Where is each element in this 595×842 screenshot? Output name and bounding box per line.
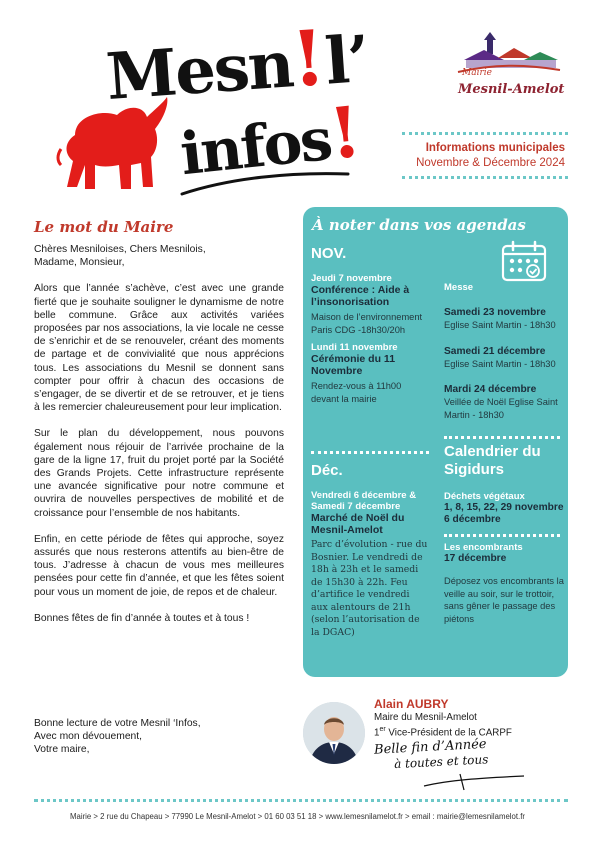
logo-town-label: Mesnil-Amelot — [458, 82, 565, 97]
event-title: Cérémonie du 11 Novembre — [311, 353, 396, 377]
month-nov: NOV. — [311, 245, 347, 262]
paragraph-3: Enfin, en cette période de fêtes qui approche, soyez assurés que nous resterons attentifs au bien-être de tous. J’adresse à chacun de vous mes meilleures pensées pour cette fin d’année, et que les fêtes soient pour vous un moment de joie, de repos et de chaleur. — [34, 533, 284, 598]
messe-date: Samedi 23 novembre — [444, 307, 546, 318]
footer-contact: Mairie > 2 rue du Chapeau > 77990 Le Mesnil-Amelot > 01 60 03 51 18 > www.lemesnilamelot.fr > email : mairie@lemesnilamelot.fr — [70, 812, 525, 821]
paragraph-4: Bonnes fêtes de fin d’année à toutes et à tous ! — [34, 612, 250, 624]
mairie-logo — [440, 30, 570, 110]
dec-event — [311, 490, 429, 639]
event-detail: Rendez-vous à 11h00 devant la mairie — [311, 381, 402, 404]
paragraph-1: Alors que l’année s’achève, c’est avec une grande fierté que je souhaite souligner le dynamisme de notre belle commune. Grâce aux activités variées proposées par nos associations, la vie locale ne cesse de s’enrichir et de se renouveler, créant des moments de partage et de convivialité que nous apprécions tous. Les associations du Mesnil se donnent sans compter pour offrir à chacun des occasions de s’engager, de se divertir et de se retrouver, et je tiens à les remercier chaleureusement pour leur implication. — [34, 283, 284, 414]
handwritten-line-2: à toutes et tous — [393, 752, 489, 772]
mayor-photo — [303, 702, 365, 764]
elephant-icon — [55, 95, 175, 205]
header-dotted-line — [402, 132, 568, 135]
sigidurs-section — [444, 443, 564, 625]
header-dotted-line-bottom — [402, 176, 568, 179]
event-title: Marché de Noël du Mesnil-Amelot — [311, 512, 405, 536]
mot-du-maire-body — [34, 243, 284, 625]
messe-item — [444, 307, 564, 332]
mot-du-maire-heading: Le mot du Maire — [34, 218, 174, 236]
encombrants-date: 17 décembre — [444, 553, 507, 564]
panel-divider-right — [444, 436, 560, 439]
panel-divider-left — [311, 451, 429, 454]
encombrants-label: Les encombrants — [444, 542, 523, 553]
newsletter-subtitle: Informations municipales — [425, 142, 565, 154]
month-dec: Déc. — [311, 462, 343, 479]
encombrants-detail: Déposez vos encombrants la veille au soir, sur le trottoir, sans gêner le passage des piétons — [444, 576, 564, 624]
messe-label: Messe — [444, 282, 474, 293]
dechets-dec-dates: 6 décembre — [444, 514, 501, 525]
mayor-name: Alain AUBRY — [374, 697, 449, 711]
logo-mairie-label: Mairie — [462, 68, 492, 78]
masthead-swoosh — [180, 168, 350, 198]
newsletter-period: Novembre & Décembre 2024 — [416, 157, 565, 169]
sigidurs-divider — [444, 534, 560, 537]
event-item — [311, 273, 429, 336]
closing-line-1: Bonne lecture de votre Mesnil ‘Infos, — [34, 718, 201, 729]
messe-date: Samedi 21 décembre — [444, 345, 546, 357]
calendar-icon — [500, 240, 548, 282]
dechets-label: Déchets végétaux — [444, 491, 525, 502]
signature-flourish — [420, 772, 530, 792]
messe-detail: Veillée de Noël Eglise Saint Martin - 18h30 — [444, 397, 558, 420]
masthead-word1: Mesn!l’ — [103, 12, 371, 116]
handwritten-line-1: Belle fin d’Année — [373, 736, 487, 758]
greeting-line-2: Madame, Monsieur, — [34, 257, 125, 269]
event-date: Jeudi 7 novembre — [311, 273, 392, 284]
agenda-title: À noter dans vos agendas — [312, 216, 526, 234]
closing-line-2: Avec mon dévouement, — [34, 731, 142, 743]
handwritten-signature — [373, 736, 554, 772]
footer-dotted-line — [34, 799, 568, 802]
messe-section — [444, 282, 564, 421]
messe-detail: Eglise Saint Martin - 18h30 — [444, 320, 556, 330]
event-item — [311, 342, 429, 405]
messe-item — [444, 346, 564, 371]
sigidurs-title: Calendrier du Sigidurs — [444, 443, 541, 478]
event-detail: Parc d’évolution - rue du Bosnier. Le vendredi de 18h à 23h et le samedi de 15h30 à 22h. Feu d’artifice le vendredi aux alentours de 21h (selon l’autorisation de la DGAC) — [311, 539, 428, 638]
event-detail: Maison de l’environnement Paris CDG -18h30/20h — [311, 312, 423, 335]
messe-detail: Eglise Saint Martin - 18h30 — [444, 358, 556, 369]
nov-events — [311, 273, 429, 405]
mayor-portrait — [303, 702, 365, 764]
event-date: Vendredi 6 décembre & Samedi 7 décembre — [311, 490, 417, 512]
paragraph-2: Sur le plan du développement, nous pouvons également nous réjouir de l’arrivée prochaine de la gare de la ligne 17, fruit du projet porté par la Société des Grands Projets. Cette infrastructure représente une avancée significative pour notre commune et ouvrira de nouvelles perspectives de mobilité et de croissance pour l’ensemble de nos habitants. — [34, 428, 284, 519]
dechets-nov-dates: 1, 8, 15, 22, 29 novembre — [444, 502, 564, 513]
messe-date: Mardi 24 décembre — [444, 384, 537, 395]
mayor-role-1: Maire du Mesnil-Amelot — [374, 712, 477, 723]
messe-item — [444, 384, 564, 421]
closing-block — [34, 717, 284, 757]
greeting-line-1: Chères Mesniloises, Chers Mesnilois, — [34, 244, 206, 255]
masthead-word2: infos! — [177, 89, 365, 189]
event-title: Conférence : Aide à l’insonorisation — [311, 284, 410, 308]
event-date: Lundi 11 novembre — [311, 342, 398, 353]
closing-line-3: Votre maire, — [34, 744, 90, 756]
mayor-role-2: 1er Vice-Président de la CARPF — [374, 726, 512, 739]
